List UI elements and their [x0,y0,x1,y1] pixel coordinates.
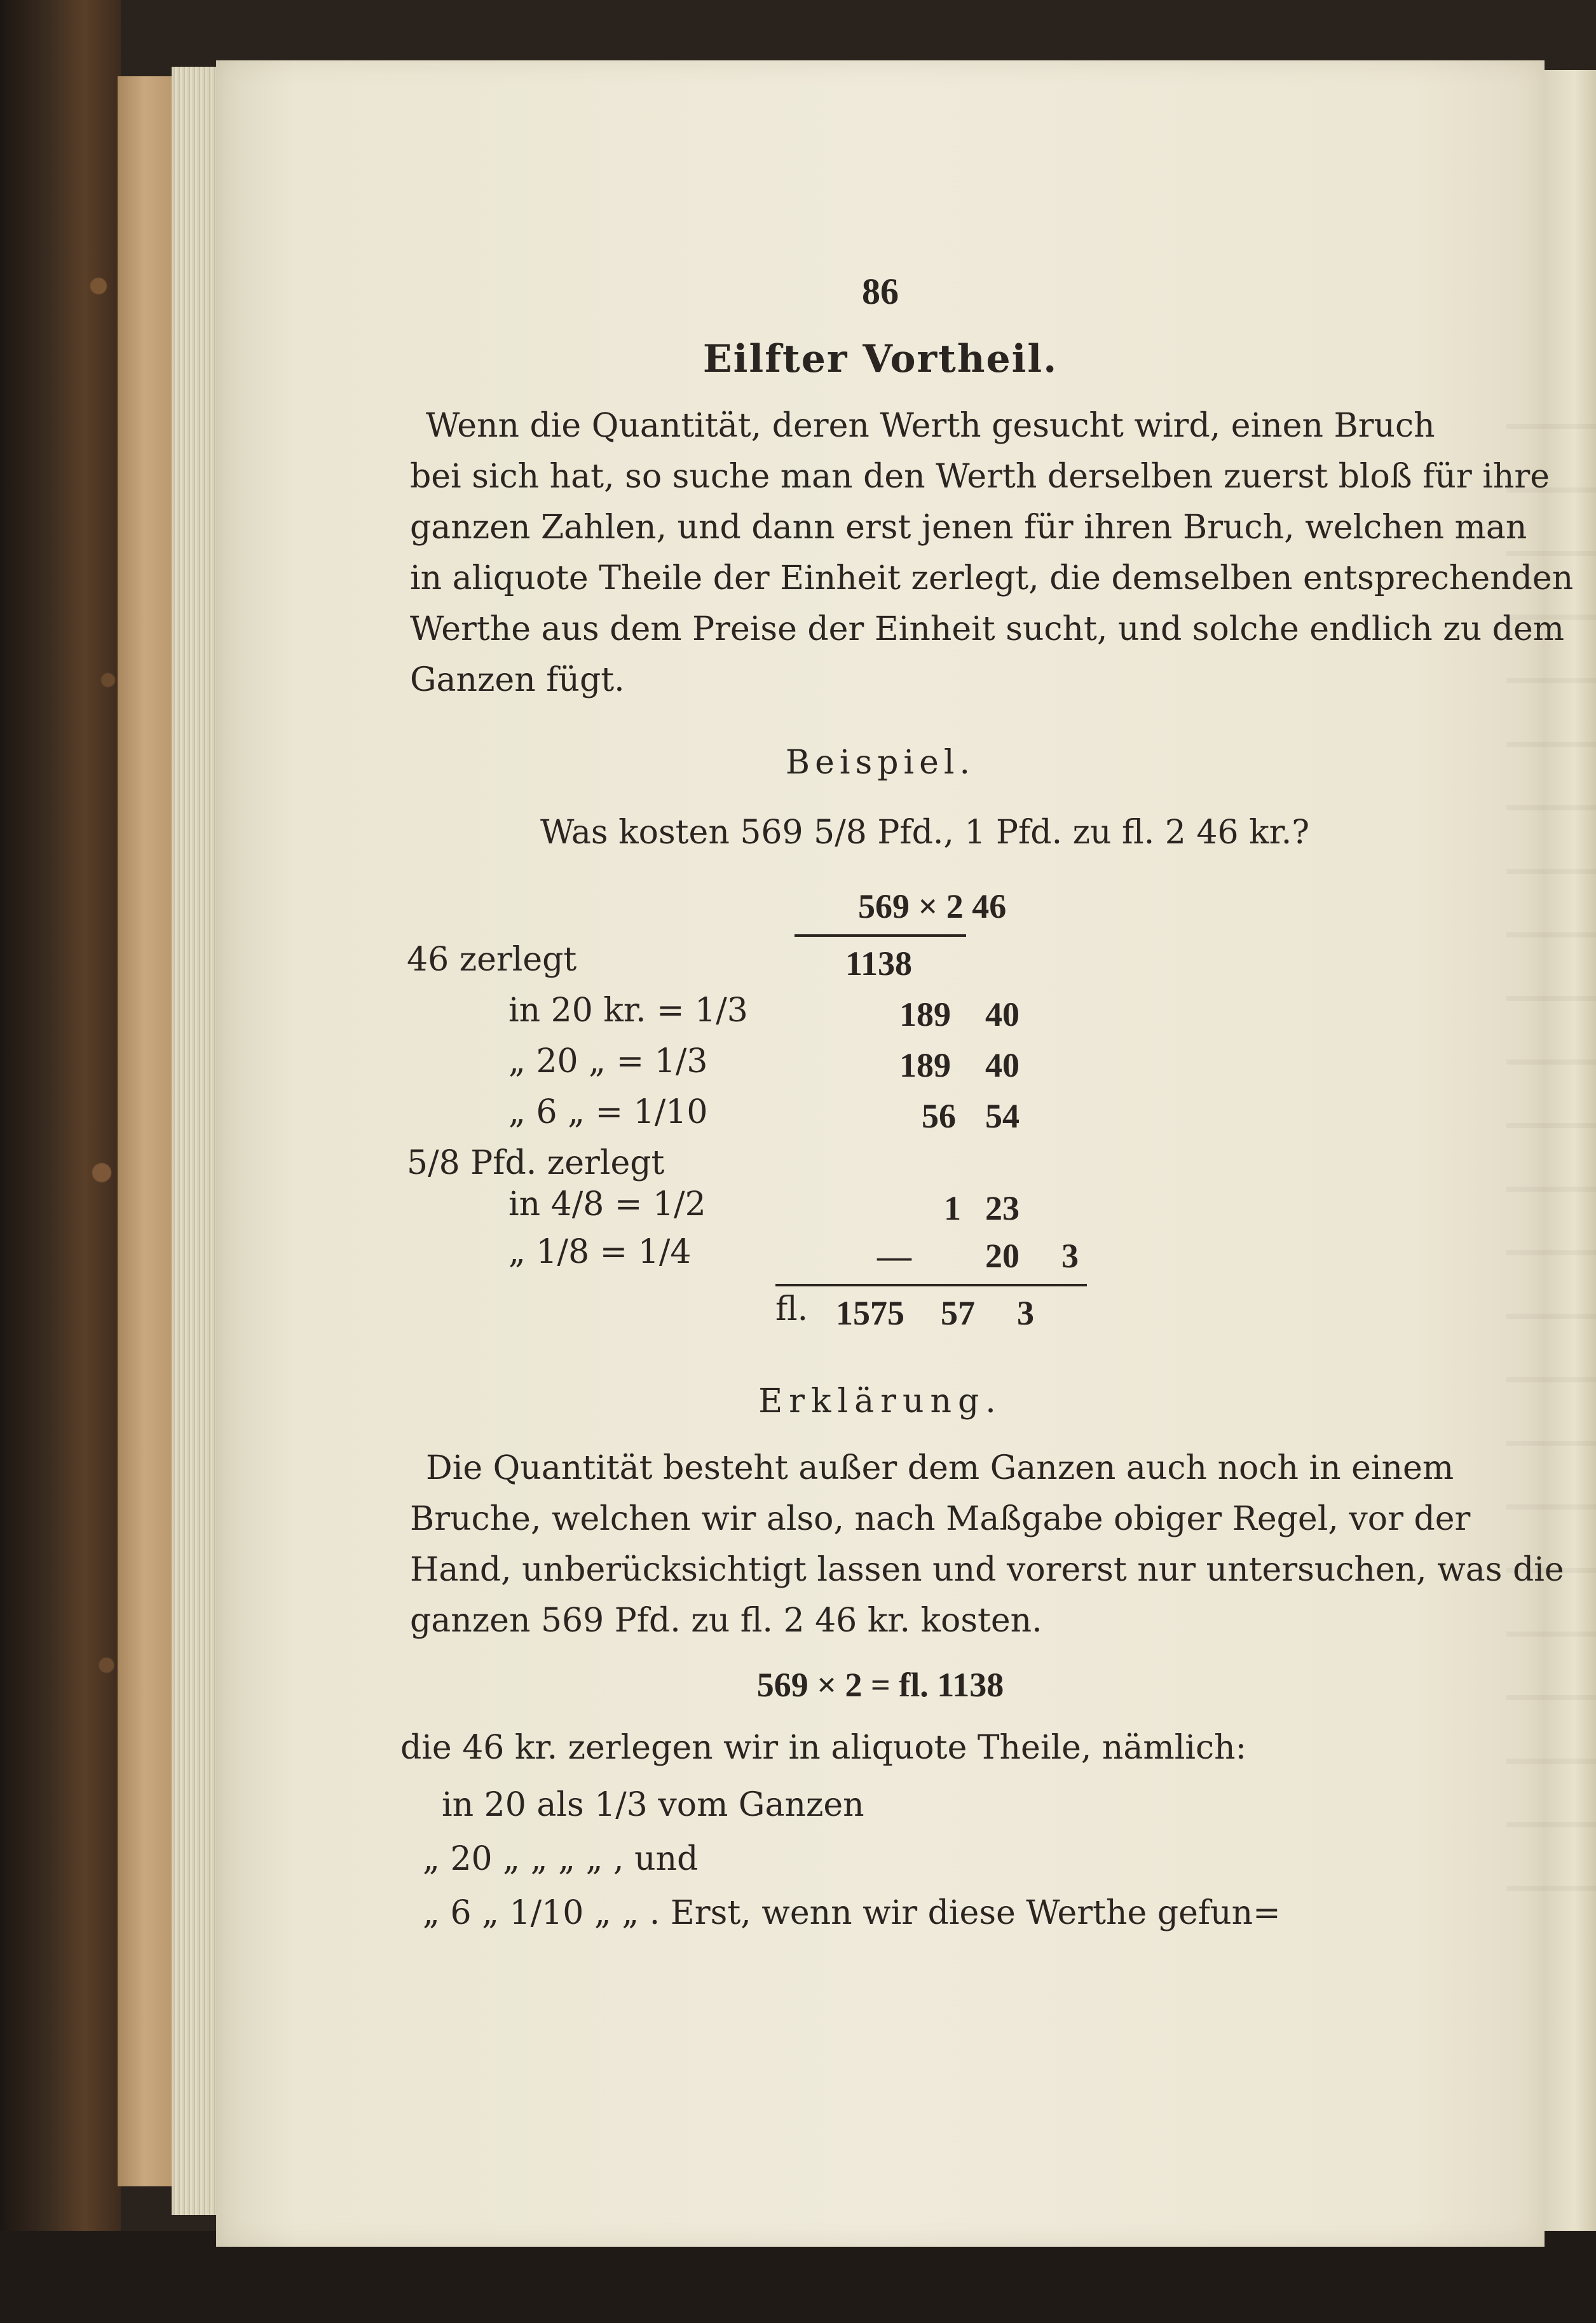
example-question: Was kosten 569 5/8 Pfd., 1 Pfd. zu fl. 2 46 kr.? [540,814,1310,852]
calc-label: 46 zerlegt [407,941,577,979]
calc-label: 5/8 Pfd. zerlegt [407,1144,665,1182]
intro-line: in aliquote Theile der Einheit zerlegt, die demselben entsprechenden [410,559,1574,597]
page-stack-edges [172,67,219,2215]
calc-rule [795,934,966,937]
explanation-heading: Erklärung. [758,1382,1002,1420]
intro-line: Werthe aus dem Preise der Einheit sucht, und solche endlich zu dem [410,610,1565,648]
explanation-line: Hand, unberücksichtigt lassen und vorerst nur untersuchen, was die [410,1551,1564,1589]
calc-value: 40 [985,1046,1020,1084]
total-value: 57 [941,1294,975,1332]
calc-value: 1 [944,1189,961,1227]
calc-label: in 20 kr. = 1/3 [508,991,748,1030]
page-number: 86 [862,271,899,312]
section-heading: Eilfter Vortheil. [702,337,1058,381]
equation: 569 × 2 = fl. 1138 [756,1666,1004,1704]
explanation-line: ganzen 569 Pfd. zu fl. 2 46 kr. kosten. [410,1602,1042,1640]
intro-line: ganzen Zahlen, und dann erst jenen für ihren Bruch, welchen man [410,508,1527,547]
calc-label: in 4/8 = 1/2 [508,1185,706,1223]
intro-line: Wenn die Quantität, deren Werth gesucht wird, einen Bruch [426,407,1435,445]
cover-edge [118,76,178,2186]
total-prefix: fl. [775,1290,808,1328]
continuation-line: „ 20 „ „ „ „ , und [423,1840,699,1878]
calc-value: 189 [899,995,951,1033]
explanation-line: Bruche, welchen wir also, nach Maßgabe obiger Regel, vor der [410,1500,1471,1538]
calc-value: 20 [985,1237,1020,1275]
calc-value: 3 [1061,1237,1079,1275]
spine-stains [89,89,121,2059]
calc-label: „ 6 „ = 1/10 [508,1093,708,1131]
calc-value: 56 [922,1097,956,1135]
calc-label: „ 20 „ = 1/3 [508,1042,708,1080]
book-page [216,60,1574,2247]
continuation-line: „ 6 „ 1/10 „ „ . Erst, wenn wir diese Werthe gefun= [423,1894,1281,1932]
calc-label: „ 1/8 = 1/4 [508,1233,692,1271]
total-value: 1575 [836,1294,904,1332]
total-rule [775,1284,1087,1286]
intro-line: bei sich hat, so suche man den Werth derselben zuerst bloß für ihre [410,458,1550,496]
calc-value: — [877,1237,911,1275]
calc-value: 189 [899,1046,951,1084]
intro-line: Ganzen fügt. [410,661,625,699]
calc-value: 23 [985,1189,1020,1227]
calc-top-line: 569 × 2 46 [858,887,1007,925]
explanation-line: Die Quantität besteht außer dem Ganzen auch noch in einem [426,1449,1454,1487]
calc-value: 1138 [845,944,913,983]
continuation-line: die 46 kr. zerlegen wir in aliquote Theile, nämlich: [400,1729,1247,1767]
calc-value: 40 [985,995,1020,1033]
total-value: 3 [1017,1294,1034,1332]
example-heading: Beispiel. [785,744,976,782]
continuation-line: in 20 als 1/3 vom Ganzen [442,1786,864,1824]
calc-value: 54 [985,1097,1020,1135]
